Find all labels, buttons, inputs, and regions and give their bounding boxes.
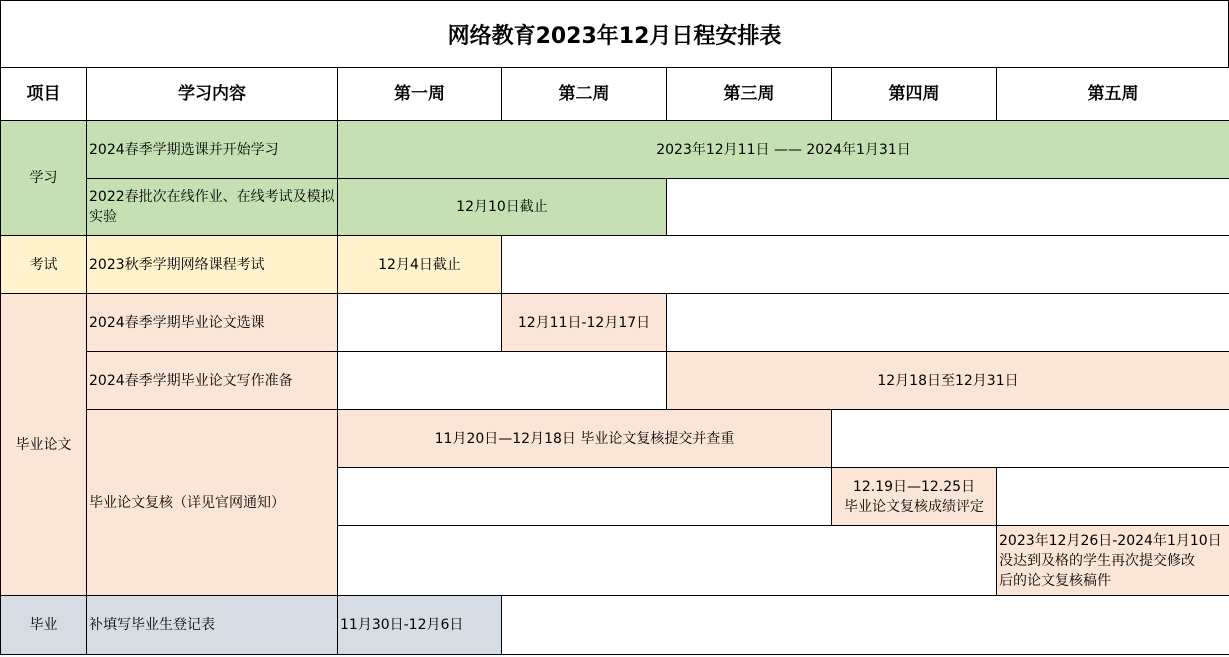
header-row: [1, 68, 1229, 121]
schedule-bar: 11月20日—12月18日 毕业论文复核提交并查重: [338, 410, 832, 468]
schedule-bar: 12月18日至12月31日: [667, 352, 1229, 410]
schedule-bar: 12月4日截止: [338, 236, 502, 294]
task-cell: 2022春批次在线作业、在线考试及模拟实验: [87, 179, 338, 236]
category-graduate: 毕业: [1, 596, 87, 655]
empty-cell: [832, 410, 1229, 468]
schedule-bar: 11月30日-12月6日: [338, 596, 502, 655]
schedule-line: 没达到及格的学生再次提交修改: [999, 552, 1195, 569]
empty-cell: [338, 468, 832, 526]
task-cell: 补填写毕业生登记表: [87, 596, 338, 655]
header-content: 学习内容: [87, 68, 338, 121]
schedule-bar: 12月11日-12月17日: [502, 294, 667, 352]
task-cell: 2023秋季学期网络课程考试: [87, 236, 338, 294]
schedule-bar: [832, 468, 997, 526]
table-row: [1, 596, 1229, 655]
empty-cell: [997, 468, 1229, 526]
schedule-line: 毕业论文复核成绩评定: [844, 498, 984, 515]
header-week-2: 第二周: [502, 68, 667, 121]
schedule-bar: 12月10日截止: [338, 179, 667, 236]
table-row: [1, 410, 1229, 468]
empty-cell: [502, 236, 1229, 294]
schedule-line: 12.19日—12.25日: [852, 478, 976, 495]
header-week-4: 第四周: [832, 68, 997, 121]
empty-cell: [338, 294, 502, 352]
task-cell: 2024春季学期毕业论文选课: [87, 294, 338, 352]
schedule-line: 2023年12月26日-2024年1月10日: [999, 532, 1222, 549]
table-row: [1, 352, 1229, 410]
empty-cell: [667, 294, 1229, 352]
header-week-3: 第三周: [667, 68, 832, 121]
schedule-bar: [997, 526, 1229, 596]
task-cell: 2024春季学期毕业论文写作准备: [87, 352, 338, 410]
empty-cell: [338, 352, 667, 410]
schedule-line: 后的论文复核稿件: [999, 572, 1111, 589]
table-row: [1, 294, 1229, 352]
table-row: [1, 121, 1229, 179]
task-cell: 毕业论文复核（详见官网通知）: [87, 410, 338, 596]
header-item: 项目: [1, 68, 87, 121]
empty-cell: [667, 179, 1229, 236]
category-thesis: 毕业论文: [1, 294, 87, 596]
category-study: 学习: [1, 121, 87, 236]
empty-cell: [502, 596, 1229, 655]
category-exam: 考试: [1, 236, 87, 294]
empty-cell: [338, 526, 997, 596]
task-cell: 2024春季学期选课并开始学习: [87, 121, 338, 179]
table-row: [1, 179, 1229, 236]
schedule-table: [0, 67, 1229, 655]
table-row: [1, 236, 1229, 294]
header-week-1: 第一周: [338, 68, 502, 121]
schedule-bar: 2023年12月11日 —— 2024年1月31日: [338, 121, 1229, 179]
sheet-title: 网络教育2023年12月日程安排表: [0, 0, 1229, 68]
header-week-5: 第五周: [997, 68, 1229, 121]
